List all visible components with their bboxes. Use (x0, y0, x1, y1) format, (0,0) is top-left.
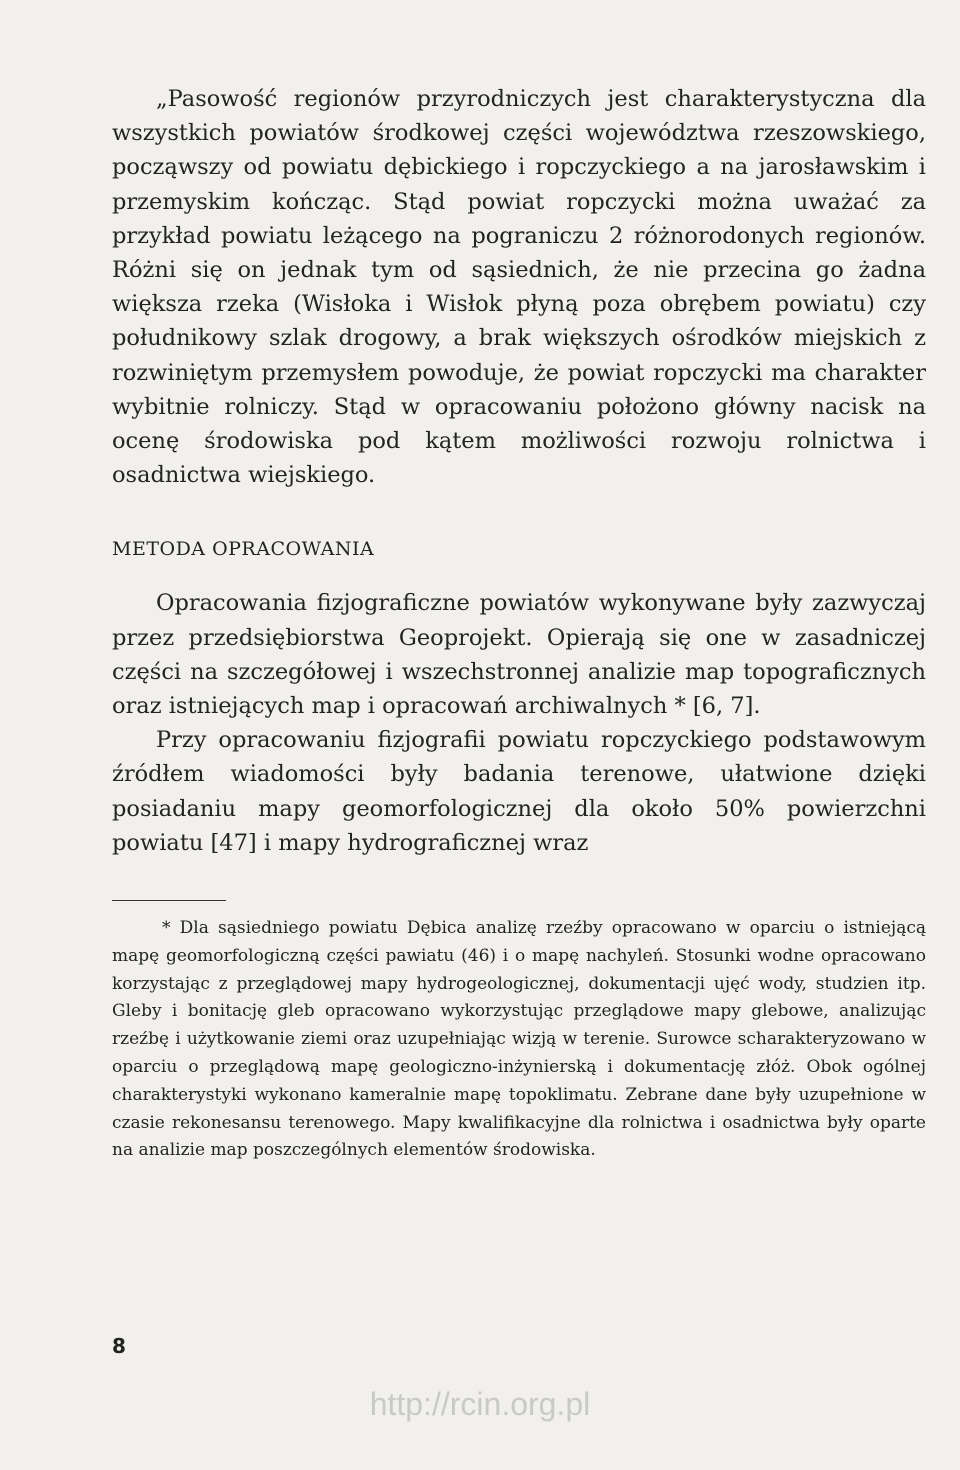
footnote-divider (112, 900, 226, 901)
footnote: * Dla sąsiedniego powiatu Dębica analizę rzeźby opracowano w oparciu o istniejącą mapę geomorfologiczną części pawiatu (46) i o mapę nachyleń. Stosunki wodne opracowano korzystając z przeglądowej mapy hydrogeologicznej, dokumentacji ujęć wody, studzien itp. Gleby i bonitację gleb opracowano wykorzystując przeglądowe mapy glebowe, analizując rzeźbę i użytkowanie ziemi oraz uzupełniając wizją w terenie. Surowce scharakteryzowano w oparciu o przeglądową mapę geologiczno-inżynierską i dokumentację złóż. Obok ogólnej charakterystyki wykonano kameralnie mapę topoklimatu. Zebrane dane były uzupełnione w czasie rekonesansu terenowego. Mapy kwalifikacyjne dla rolnictwa i osadnictwa były oparte na analizie map poszczególnych elementów środowiska. (112, 918, 926, 1161)
paragraph-regions: „Pasowość regionów przyrodniczych jest charakterystyczna dla wszystkich powiatów środkowej części województwa rzeszowskiego, począwszy od powiatu dębickiego i ropczyckiego a na jarosławskim i przemyskim kończąc. Stąd powiat ropczycki można uważać za przykład powiatu leżącego na pograniczu 2 różnorodonych regionów. Różni się on jednak tym od sąsiednich, że nie przecina go żadna większa rzeka (Wisłoka i Wisłok płyną poza obrębem powiatu) czy południkowy szlak drogowy, a brak większych ośrodków miejskich z rozwiniętym przemysłem powoduje, że powiat ropczycki ma charakter wybitnie rolniczy. Stąd w opracowaniu położono główny nacisk na ocenę środowiska pod kątem możliwości rozwoju rolnictwa i osadnictwa wiejskiego. (112, 86, 926, 489)
page-number: 8 (112, 1334, 126, 1358)
section-heading: METODA OPRACOWANIA (112, 538, 375, 561)
watermark-url: http://rcin.org.pl (369, 1386, 591, 1422)
document-page (112, 82, 926, 1165)
paragraph-method: Opracowania fizjograficzne powiatów wykonywane były zazwyczaj przez przedsiębiorstwa Geoprojekt. Opierają się one w zasadniczej części na szczegółowej i wszechstronnej analizie map topograficznych oraz istniejących map i opracowań archiwalnych * [6, 7]. (112, 590, 926, 720)
paragraph-sources: Przy opracowaniu fizjografii powiatu ropczyckiego podstawowym źródłem wiadomości były badania terenowe, ułatwione dzięki posiadaniu mapy geomorfologicznej dla około 50% powierzchni powiatu [47] i mapy hydrograficznej wraz (112, 727, 926, 856)
